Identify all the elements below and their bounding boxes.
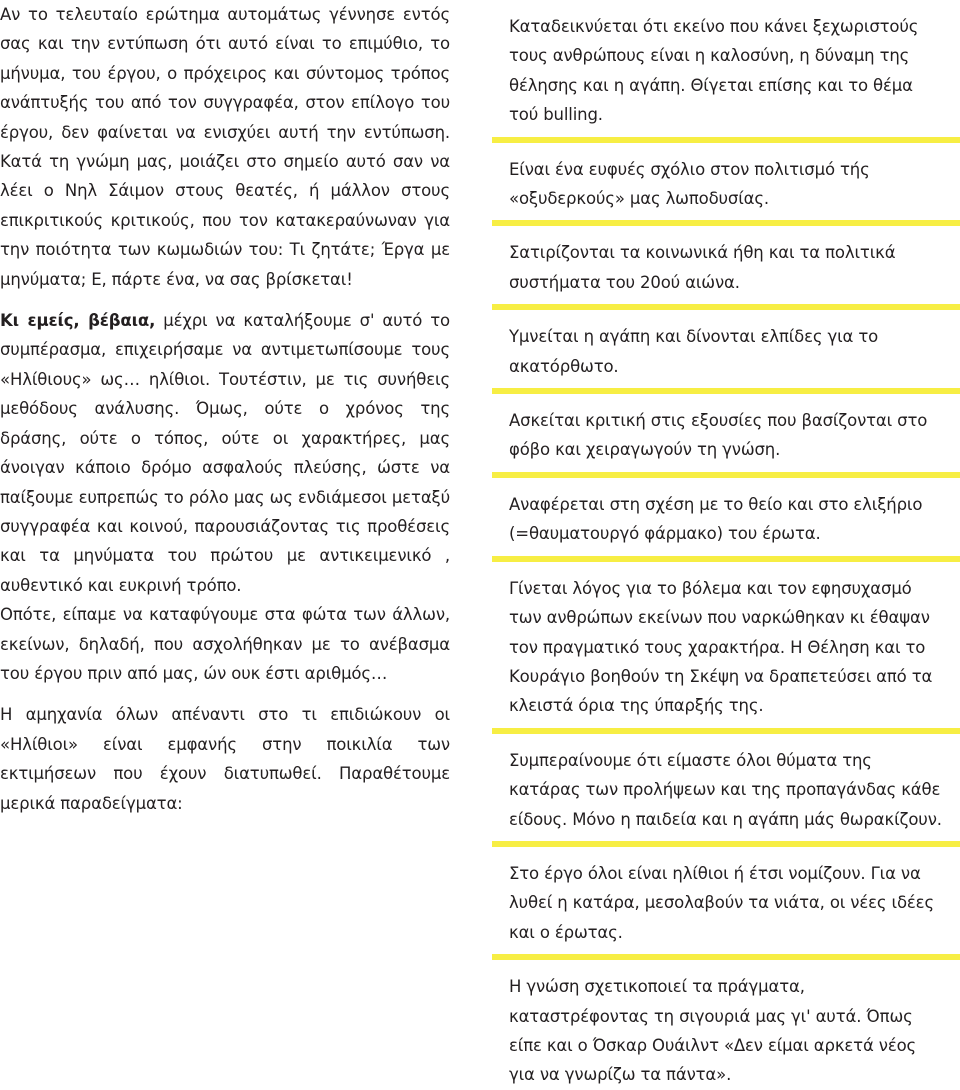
quote-item-7 [492, 556, 960, 721]
quote-text: Καταδεικνύεται ότι εκείνο που κάνει ξεχωριστούς τους ανθρώπους είναι η καλοσύνη, η δύναμη της θέλησης και η αγάπη. Θίγεται επίσης και το θέμα τού bulling. [509, 17, 919, 125]
right-column-quote-list [492, 0, 960, 1090]
quote-item-10 [492, 954, 960, 1090]
divider-bar [492, 728, 960, 734]
quote-text: Είναι ένα ευφυές σχόλιο στον πολιτισμό τής «οξυδερκούς» μας λωποδυσίας. [509, 159, 870, 209]
quote-item-8 [492, 728, 960, 834]
divider-bar [492, 472, 960, 478]
paragraph-2 [0, 306, 450, 600]
quote-text: Αναφέρεται στη σχέση με το θείο και στο ελιξήριο (=θαυματουργό φάρμακο) του έρωτα. [509, 494, 923, 544]
divider-bar [492, 220, 960, 226]
paragraph-4: Η αμηχανία όλων απέναντι στο τι επιδιώκουν οι «Ηλίθιοι» είναι εμφανής στην ποικιλία των εκτιμήσεων που έχουν διατυπωθεί. Παραθέτουμε μερικά παραδείγματα: [0, 705, 450, 813]
left-column [0, 0, 450, 818]
divider-bar [492, 954, 960, 960]
paragraph-1: Αν το τελευταίο ερώτημα αυτομάτως γέννησε εντός σας και την εντύπωση ότι αυτό είναι το επιμύθιο, το μήνυμα, του έργου, ο πρόχειρος και σύντομος τρόπος ανάπτυξής του από τον συγγραφέα, στον επίλογο του έργου, δεν φαίνεται να ενισχύει αυτή την εντύπωση. Κατά τη γνώμη μας, μοιάζει στο σημείο αυτό σαν να λέει ο Νηλ Σάιμον στους θεατές, ή μάλλον στους επικριτικούς κριτικούς, που τον κατακεραύνωναν για την ποιότητα των κωμωδιών του: Τι ζητάτε; Έργα με μηνύματα; Ε, πάρτε ένα, να σας βρίσκεται! [0, 5, 450, 289]
divider-bar [492, 388, 960, 394]
quote-text: Σατιρίζονται τα κοινωνικά ήθη και τα πολιτικά συστήματα του 20ού αιώνα. [509, 243, 896, 292]
quote-text: Η γνώση σχετικοποιεί τα πράγματα, καταστρέφοντας τη σιγουριά μας γι' αυτά. Όπως είπε και ο Όσκαρ Ουάιλντ «Δεν είμαι αρκετά νέος για να γνωρίζω τα πάντα». [509, 977, 917, 1085]
paragraph-2-body: μέχρι να καταλήξουμε σ' αυτό το συμπέρασμα, επιχειρήσαμε να αντιμετωπίσουμε τους «Ηλίθιους» ως… ηλίθιοι. Τουτέστιν, με τις συνήθεις μεθόδους ανάλυσης. Όμως, ούτε ο χρόνος της δράσης, ούτε ο τόπος, ούτε οι χαρακτήρες, μας άνοιγαν κάποιο δρόμο ασφαλούς πλεύσης, ώστε να παίξουμε ευπρεπώς το ρόλο μας ως ενδιάμεσοι μεταξύ συγγραφέα και κοινού, παρουσιάζοντας τις προθέσεις και τα μηνύματα του πρώτου με αντικειμενικό , αυθεντικό και ευκρινή τρόπο. [0, 311, 450, 595]
paragraph-2-lead: Κι εμείς, βέβαια, [0, 311, 156, 331]
divider-bar [492, 556, 960, 562]
quote-item-2 [492, 137, 960, 214]
divider-bar [492, 304, 960, 310]
quote-item-1 [492, 0, 960, 130]
quote-item-9 [492, 841, 960, 947]
quote-item-6 [492, 472, 960, 549]
quote-text: Συμπεραίνουμε ότι είμαστε όλοι θύματα της κατάρας των προλήψεων και της προπαγάνδας κάθε είδους. Μόνο η παιδεία και η αγάπη μάς θωρακίζουν. [509, 750, 942, 829]
quote-text: Στο έργο όλοι είναι ηλίθιοι ή έτσι νομίζουν. Για να λυθεί η κατάρα, μεσολαβούν τα νιάτα, οι νέες ιδέες και ο έρωτας. [509, 863, 934, 942]
quote-item-3 [492, 220, 960, 297]
quote-text: Γίνεται λόγος για το βόλεμα και τον εφησυχασμό των ανθρώπων εκείνων που ναρκώθηκαν κι έθαψαν τον πραγματικό τους χαρακτήρα. Η Θέληση και το Κουράγιο βοηθούν τη Σκέψη να δραπετεύσει από τα κλειστά όρια της ύπαρξής της. [509, 578, 933, 716]
divider-bar [492, 841, 960, 847]
divider-bar [492, 137, 960, 143]
paragraph-3: Οπότε, είπαμε να καταφύγουμε στα φώτα των άλλων, εκείνων, δηλαδή, που ασχολήθηκαν με το ανέβασμα του έργου πριν από μας, ών ουκ έστι αριθμός… [0, 605, 450, 683]
quote-text: Ασκείται κριτική στις εξουσίες που βασίζονται στο φόβο και χειραγωγούν τη γνώση. [509, 411, 928, 460]
quote-text: Υμνείται η αγάπη και δίνονται ελπίδες για το ακατόρθωτο. [509, 327, 879, 376]
quote-item-5 [492, 388, 960, 465]
quote-item-4 [492, 304, 960, 381]
